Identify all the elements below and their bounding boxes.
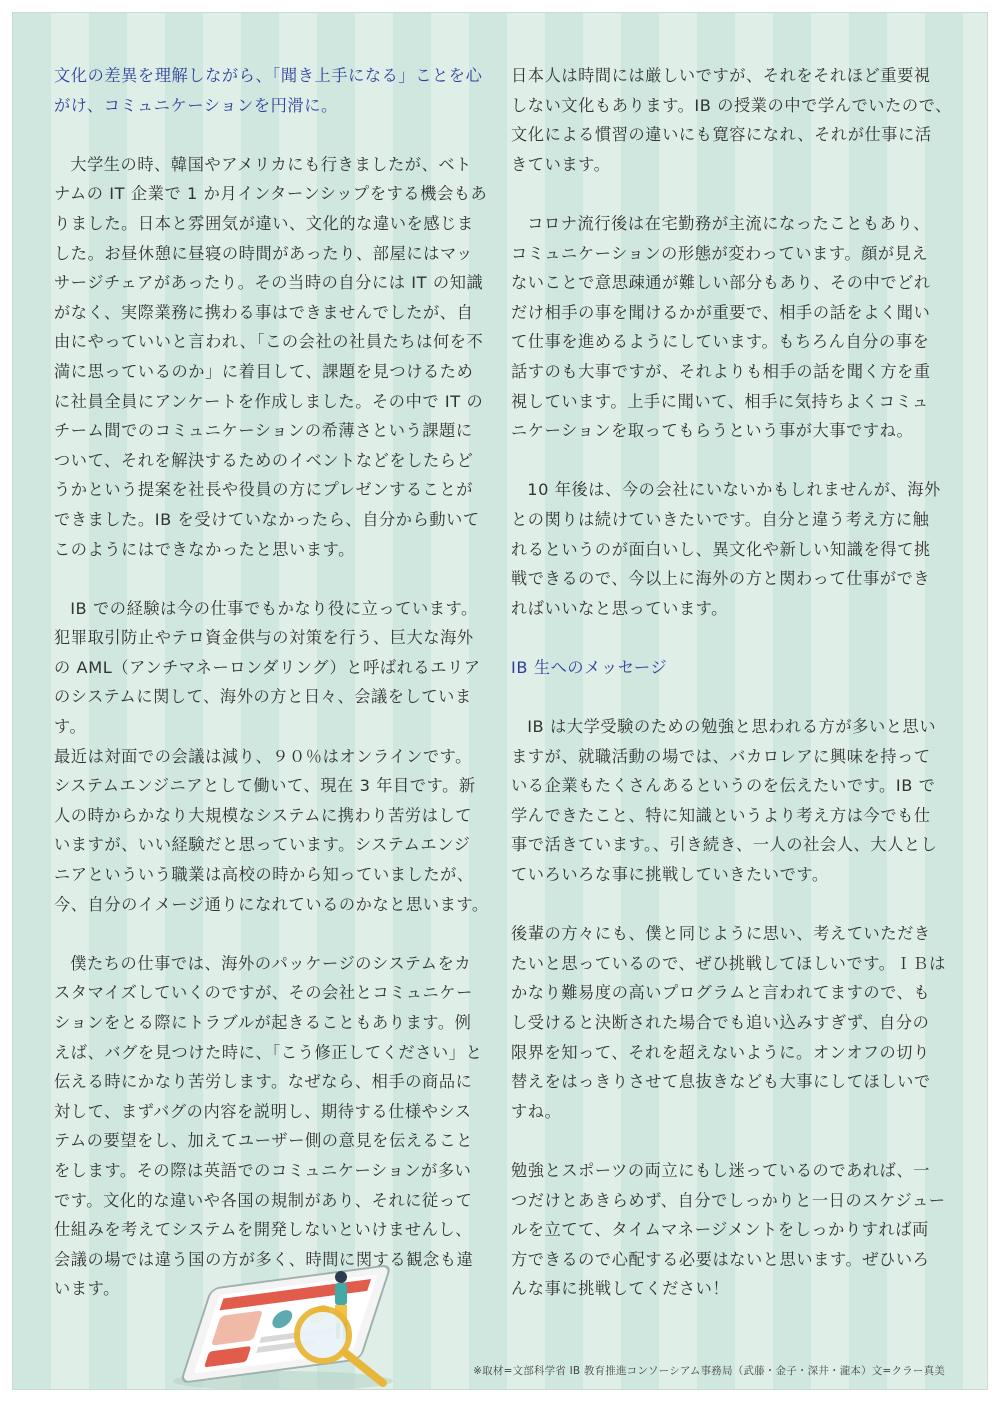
paragraph: IB は大学受験のための勉強と思われる方が多いと思い ますが、就職活動の場では、バカロレアに興味を持って いる企業もたくさんあるというのを伝えたいです。IB で 学んできたこと、特に知識というより考え方は今でも仕 事で活きています。、引き続き、一人の社会人、大人とし ていろいろな事に挑戦していきたいです。: [511, 717, 938, 885]
paragraph: 大学生の時、韓国やアメリカにも行きましたが、ベト ナムの IT 企業で 1 か月インターンシップをする機会もあ りました。日本と雰囲気が違い、文化的な違いを感じま した。お昼休憩に昼寝の時間があったり、部屋にはマッ サージチェアがあったり。その当時の自分には IT の知識 がなく、実際業務に携わる事はできませんでしたが、自 由にやっていいと言われ、「この会社の社員たちは何を不 満に思っているのか」に着目して、課題を見つけるため に社員全員にアンケートを作成しました。その中で IT の チーム間でのコミュニケーションの希薄さという課題に ついて、それを解決するためのイベントなどをしたらど うかという提案を社長や役員の方にプレゼンすることが できました。IB を受けていなかったら、自分から動いて このようにはできなかったと思います。: [54, 154, 488, 559]
paragraph: 僕たちの仕事では、海外のパッケージのシステムをカ スタマイズしていくのですが、その会社とコミュニケー ションをとる際にトラブルが起きることもあります。例 えば、バグを見つけた時に、「こう修正してください」と 伝える時にかなり苦労します。なぜなら、相手の商品に 対して、まずバグの内容を説明し、期待する仕様やシス テムの要望をし、加えてユーザー側の意見を伝えること をします。その際は英語でのコミュニケーションが多い です。文化的な違いや各国の規制があり、それに従って 仕組みを考えてシステムを開発しないといけませんし、 会議の場では違う国の方が多く、時間に関する観念も違 います。: [54, 953, 483, 1299]
message-heading: IB 生へのメッセージ: [511, 657, 668, 677]
credit-line: ※取材=文部科学省 IB 教育推進コンソーシアム事務局（武藤・金子・深井・瀧本）文=クラー真美: [473, 1365, 945, 1377]
left-column: [54, 61, 504, 1304]
paragraph: 後輩の方々にも、僕と同じように思い、考えていただき たいと思っているので、ぜひ挑戦してほしいです。ＩＢは かなり難易度の高いプログラムと言われてますので、も し受けると決断された場合でも追い込みすぎず、自分の 限界を知って、それを超えないように。オンオフの切り 替えをはっきりさせて息抜きなども大事にしてほしいで すね。: [511, 924, 946, 1121]
tablet-magnifier-illustration: [163, 1263, 433, 1390]
paragraph: 日本人は時間には厳しいですが、それをそれほど重要視 しない文化もあります。IB の授業の中で学んでいたので、 文化による慣習の違いにも寛容になれ、それが仕事に活 きています。: [511, 66, 952, 174]
paragraph: IB での経験は今の仕事でもかなり役に立っています。 犯罪取引防止やテロ資金供与の対策を行う、巨大な海外 の AML（アンチマネーロンダリング）と呼ばれるエリア のシステムに関して、海外の方と日々、会議をしています。 最近は対面での会議は減り、９０％はオンラインです。 システムエンジニアとして働いて、現在 3 年目です。新 人の時からかなり大規模なシステムに携わり苦労はして いますが、いい経験だと思っています。システムエンジ ニアといういう職業は高校の時から知っていましたが、 今、自分のイメージ通りになれているのかなと思います。: [54, 598, 489, 914]
page-background: [12, 12, 988, 1390]
paragraph: コロナ流行後は在宅勤務が主流になったこともあり、 コミュニケーションの形態が変わっています。顔が見え ないことで意思疎通が難しい部分もあり、その中でどれ だけ相手の事を聞けるかが重要で、相手の話をよく聞い て仕事を進めるようにしています。もちろん自分の事を 話すのも大事ですが、それよりも相手の話を聞く方を重 視しています。上手に聞いて、相手に気持ちよくコミュ ニケーションを取ってもらうという事が大事ですね。: [511, 213, 931, 441]
section-heading: 文化の差異を理解しながら、「聞き上手になる」ことを心 がけ、コミュニケーションを円滑に。: [54, 66, 483, 115]
paragraph: 10 年後は、今の会社にいないかもしれませんが、海外 との関りは続けていきたいです。自分と違う考え方に触 れるというのが面白いし、異文化や新しい知識を得て挑 戦できるので、今以上に海外の方と関わって仕事ができ ればいいなと思っています。: [511, 480, 941, 618]
paragraph: 勉強とスポーツの両立にもし迷っているのであれば、一 つだけとあきらめず、自分でしっかりと一日のスケジュー ルを立てて、タイムマネージメントをしっかりすれば両 方できるので心配する必要はないと思います。ぜひいろ んな事に挑戦してください！: [511, 1160, 946, 1299]
right-column: [511, 61, 956, 1304]
